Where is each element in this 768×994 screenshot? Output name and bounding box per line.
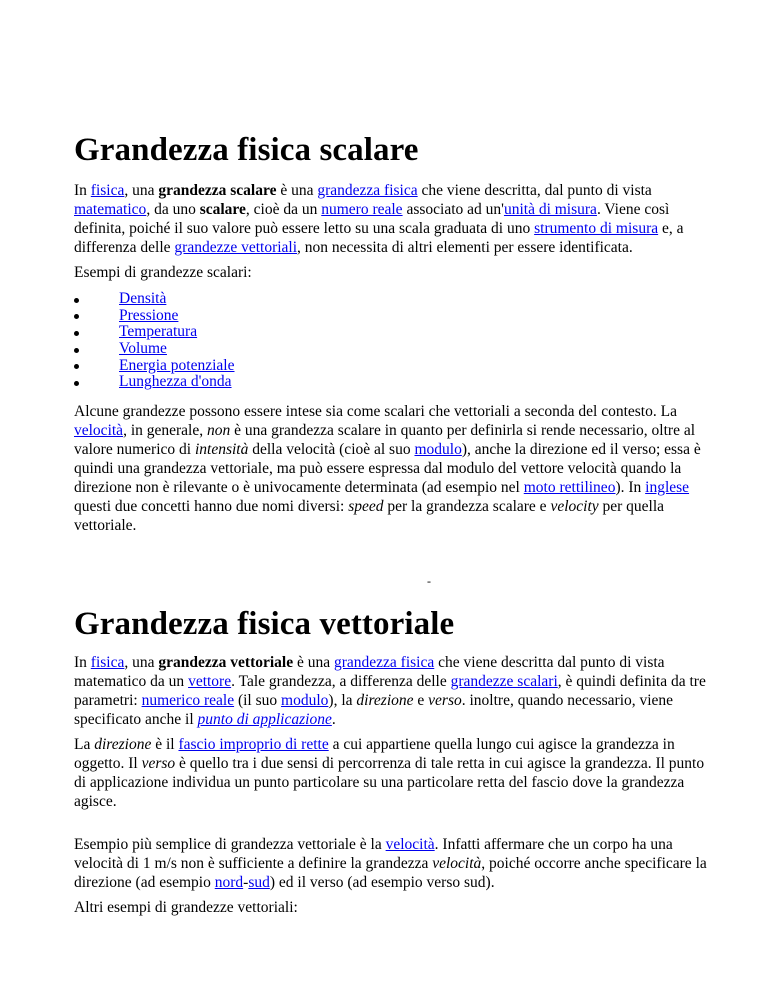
list-item[interactable] — [74, 374, 234, 391]
inline-link[interactable]: grandezza fisica — [317, 182, 418, 199]
text-run: (il suo — [234, 692, 282, 709]
italic-term: direzione — [94, 736, 152, 753]
text-run: a cui appartiene quella lungo cui agisce la grandezza in oggetto. Il — [74, 736, 675, 772]
text-run: . Tale grandezza, a differenza delle — [231, 673, 451, 690]
text-run: è quello tra i due sensi di percorrenza di tale retta in cui agisce la grandezza. Il punto di applicazione individua un punto particolare su una particolare retta del fascio dove la grandezza agisce. — [74, 755, 705, 810]
text-run: . — [331, 711, 336, 728]
inline-link[interactable]: modulo — [414, 441, 462, 458]
text-run: e, a differenza delle — [74, 220, 684, 256]
link-temperatura[interactable]: Temperatura — [119, 323, 198, 341]
list-item[interactable] — [74, 358, 234, 375]
inline-link[interactable]: numero reale — [321, 201, 403, 218]
inline-link[interactable]: matematico — [74, 201, 147, 218]
text-run: , è quindi definita da tre parametri: — [74, 673, 706, 709]
inline-link[interactable]: fisica — [90, 182, 125, 199]
text-run: In — [74, 182, 91, 199]
paragraph-scalar-vs-vector — [74, 402, 714, 535]
separator-dash: - — [427, 574, 431, 588]
bold-term: grandezza scalare — [158, 182, 277, 199]
inline-link[interactable]: velocità — [385, 836, 435, 853]
text-run: , in generale, — [123, 422, 207, 439]
text-run: La — [74, 736, 95, 753]
italic-term: non — [206, 422, 231, 439]
inline-link[interactable]: grandezza fisica — [334, 654, 435, 671]
bold-term: scalare — [199, 201, 246, 218]
paragraph-direction-verse — [74, 735, 714, 811]
inline-link[interactable]: unità di misura — [503, 201, 597, 218]
inline-link[interactable]: grandezze scalari — [450, 673, 558, 690]
text-run: è una grandezza scalare in quanto per definirla si rende necessario, oltre al valore numerico di — [74, 422, 696, 458]
list-item[interactable] — [74, 291, 234, 308]
scalar-examples-list — [74, 291, 234, 391]
inline-link[interactable]: vettore — [188, 673, 232, 690]
text-run: ), la — [328, 692, 357, 709]
heading-vector: Grandezza fisica vettoriale — [74, 606, 455, 642]
inline-link[interactable]: moto rettilineo — [523, 479, 616, 496]
text-run: questi due concetti hanno due nomi diversi: — [74, 498, 349, 515]
text-run: e — [413, 692, 429, 709]
text-run: , una — [124, 182, 159, 199]
bold-term: grandezza vettoriale — [158, 654, 294, 671]
link-lunghezza-onda[interactable]: Lunghezza d'onda — [119, 373, 232, 391]
text-run: Alcune grandezze possono essere intese sia come scalari che vettoriali a seconda del contesto. La — [74, 403, 677, 420]
inline-link[interactable]: fascio improprio di rette — [178, 736, 329, 753]
inline-link[interactable]: fisica — [90, 654, 125, 671]
italic-term: verso — [141, 755, 176, 772]
text-run: , poiché occorre anche specificare la direzione (ad esempio — [74, 855, 707, 891]
paragraph-scalar-definition — [74, 181, 714, 257]
italic-term: speed — [348, 498, 384, 515]
text-run: è il — [151, 736, 179, 753]
inline-link[interactable]: velocità — [74, 422, 124, 439]
paragraph-velocity-example — [74, 835, 714, 892]
paragraph-vector-definition — [74, 653, 714, 729]
inline-link[interactable]: strumento di misura — [534, 220, 659, 237]
list-item[interactable] — [74, 341, 234, 358]
italic-term: velocità — [432, 855, 482, 872]
link-volume[interactable]: Volume — [119, 340, 167, 358]
inline-link[interactable]: numerico reale — [141, 692, 235, 709]
text-run: è una — [276, 182, 318, 199]
italic-term: verso — [428, 692, 462, 709]
text-run: associato ad un' — [402, 201, 504, 218]
inline-link[interactable]: modulo — [281, 692, 329, 709]
inline-link[interactable]: grandezze vettoriali — [174, 239, 298, 256]
paragraph-scalar-examples-intro: Esempi di grandezze scalari: — [74, 264, 252, 281]
text-run: , da uno — [146, 201, 200, 218]
text-run: per la grandezza scalare e — [383, 498, 551, 515]
heading-scalar: Grandezza fisica scalare — [74, 132, 419, 168]
text-run: , cioè da un — [245, 201, 322, 218]
text-run: per quella vettoriale. — [74, 498, 665, 534]
text-run: ). In — [615, 479, 646, 496]
text-run: ), anche la direzione ed il verso; essa è quindi una grandezza vettoriale, ma può essere espressa dal modulo del vettore velocità quando la direzione non è rilevante o è univocamente determinata (ad esempio nel — [74, 441, 701, 496]
list-item[interactable] — [74, 324, 234, 341]
text-run: Esempio più semplice di grandezza vettoriale è la — [74, 836, 386, 853]
text-run: In — [74, 654, 91, 671]
link-densita[interactable]: Densità — [119, 290, 167, 307]
inline-link[interactable]: inglese — [645, 479, 690, 496]
link-energia-potenziale[interactable]: Energia potenziale — [119, 356, 235, 374]
inline-link[interactable]: sud — [248, 874, 270, 891]
text-run: che viene descritta, dal punto di vista — [417, 182, 652, 199]
inline-link[interactable]: nord — [214, 874, 244, 891]
italic-term: intensità — [194, 441, 249, 458]
text-run: della velocità (cioè al suo — [248, 441, 415, 458]
inline-link[interactable]: punto di applicazione — [197, 711, 332, 728]
text-run: , una — [124, 654, 159, 671]
italic-term: velocity — [550, 498, 599, 515]
list-item[interactable] — [74, 308, 234, 325]
text-run: . Viene così definita, poiché il suo valore può essere letto su una scala graduata di uno — [74, 201, 670, 237]
link-pressione[interactable]: Pressione — [119, 306, 179, 324]
text-run: che viene descritta dal punto di vista matematico da un — [74, 654, 665, 690]
text-run: ) ed il verso (ad esempio verso sud). — [269, 874, 495, 891]
paragraph-vector-examples-intro: Altri esempi di grandezze vettoriali: — [74, 899, 298, 916]
text-run: . Infatti affermare che un corpo ha una velocità di 1 m/s non è sufficiente a definire la grandezza — [74, 836, 673, 872]
text-run: , non necessita di altri elementi per essere identificata. — [297, 239, 633, 256]
italic-term: direzione — [356, 692, 414, 709]
text-run: . inoltre, quando necessario, viene specificato anche il — [74, 692, 674, 728]
text-run: è una — [293, 654, 334, 671]
text-run: - — [243, 874, 249, 891]
